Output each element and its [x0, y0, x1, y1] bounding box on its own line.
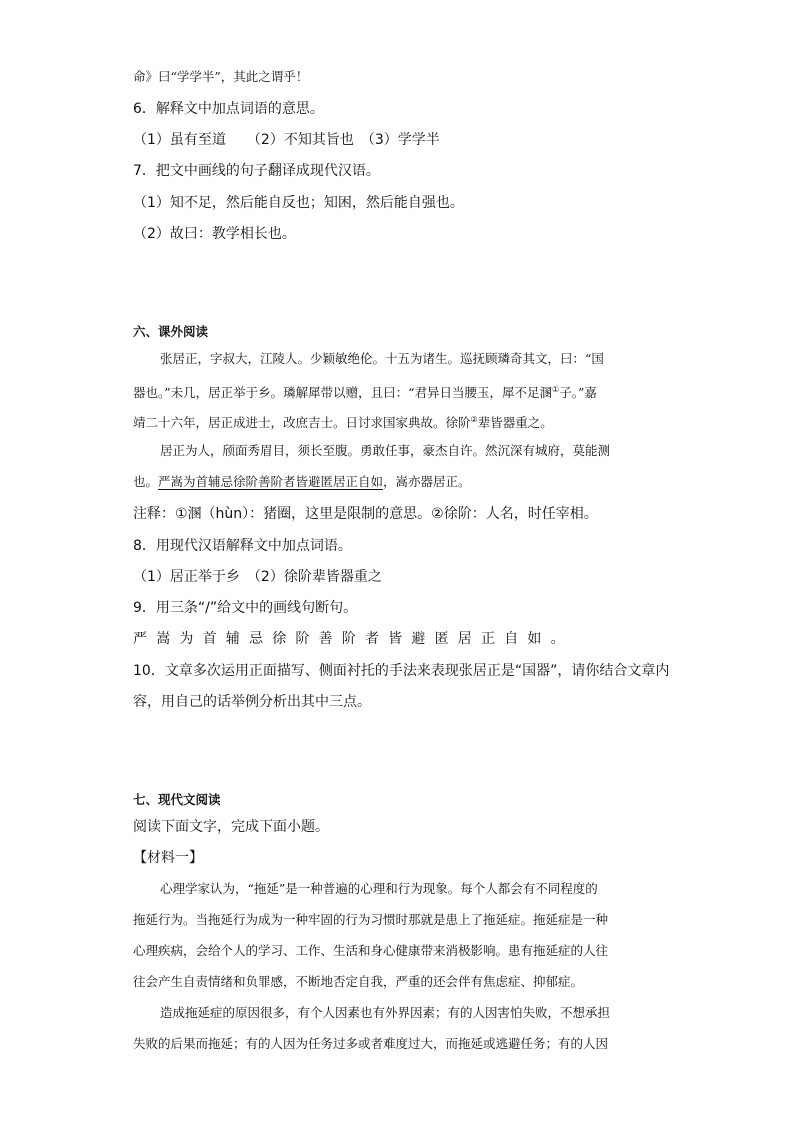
passage-line [133, 411, 553, 432]
passage-text: 子。”嘉 [559, 385, 597, 401]
passage-line [133, 381, 597, 402]
footnote-marker: ② [470, 415, 478, 424]
footnote-marker: ① [552, 385, 560, 394]
text-line: 命》曰“学学半”，其此之谓乎！ [133, 69, 309, 84]
passage-line: 造成拖延症的原因很多，有个人因素也有外界因素；有的人因害怕失败，不想承担 [160, 1005, 611, 1020]
question-6: 6．解释文中加点词语的意思。 [133, 101, 324, 117]
passage-line: 拖延行为。当拖延行为成为一种牢固的行为习惯时那就是患上了拖延症。拖延症是一种 [133, 912, 609, 927]
question-7: 7．把文中画线的句子翻译成现代汉语。 [133, 163, 380, 179]
material-label: 【材料一】 [133, 850, 203, 866]
question-7-item-2: （2）故曰：教学相长也。 [133, 226, 296, 242]
passage-text: 辈皆器重之。 [477, 415, 553, 431]
question-8-items: （1）居正举于乡 （2）徐阶辈皆器重之 [133, 569, 382, 585]
passage-line: 往会产生自责情绪和负罪感，不断地否定自我，严重的还会伴有焦虑症、抑郁症。 [133, 974, 584, 989]
question-8: 8．用现代汉语解释文中加点词语。 [133, 538, 352, 554]
question-9-sentence: 严嵩为首辅忌徐阶善阶者皆避匿居正自如。 [133, 631, 574, 647]
passage-text: ，嵩亦器居正。 [383, 474, 471, 489]
passage-line: 失败的后果而拖延；有的人因为任务过多或者难度过大，而拖延或逃避任务；有的人因 [133, 1036, 609, 1051]
annotation-note: 注释：①溷（hùn）：猪圈，这里是限制的意思。②徐阶：人名，时任宰相。 [133, 506, 598, 522]
question-10-continued: 容，用自己的话举例分析出其中三点。 [133, 694, 371, 710]
underlined-sentence: 严嵩为首辅忌徐阶善阶者皆避匿居正自如 [158, 474, 384, 489]
passage-line: 心理学家认为，“拖延”是一种普遍的心理和行为现象。每个人都会有不同程度的 [160, 881, 598, 896]
passage-line: 居正为人，颀面秀眉目，须长至腹。勇敢任事，豪杰自许。然沉深有城府，莫能测 [160, 443, 611, 458]
passage-line: 心理疾病，会给个人的学习、工作、生活和身心健康带来消极影响。患有拖延症的人往 [133, 943, 609, 958]
instruction: 阅读下面文字，完成下面小题。 [133, 819, 329, 835]
passage-text: 靖二十六年，居正成进士，改庶吉士。日讨求国家典故。徐阶 [133, 415, 471, 431]
question-9: 9．用三条“/”给文中的画线句断句。 [133, 600, 358, 616]
question-7-item-1: （1）知不足，然后能自反也；知困，然后能自强也。 [133, 195, 464, 211]
section-heading-6: 六、课外阅读 [133, 324, 209, 339]
question-6-items: （1）虽有至道 （2）不知其旨也 （3）学学半 [133, 132, 440, 148]
passage-text: 器也。”未几，居正举于乡。璘解犀带以赠，且曰：“君异日当腰玉，犀不足溷 [133, 385, 553, 401]
passage-text: 也。 [133, 474, 159, 489]
section-heading-7: 七、现代文阅读 [133, 792, 221, 807]
question-10: 10．文章多次运用正面描写、侧面衬托的手法来表现张居正是“国器”，请你结合文章内 [133, 663, 670, 679]
passage-line [133, 473, 471, 491]
passage-line: 张居正，字叔大，江陵人。少颖敏绝伦。十五为诸生。巡抚顾璘奇其文，曰：“国 [160, 351, 604, 366]
